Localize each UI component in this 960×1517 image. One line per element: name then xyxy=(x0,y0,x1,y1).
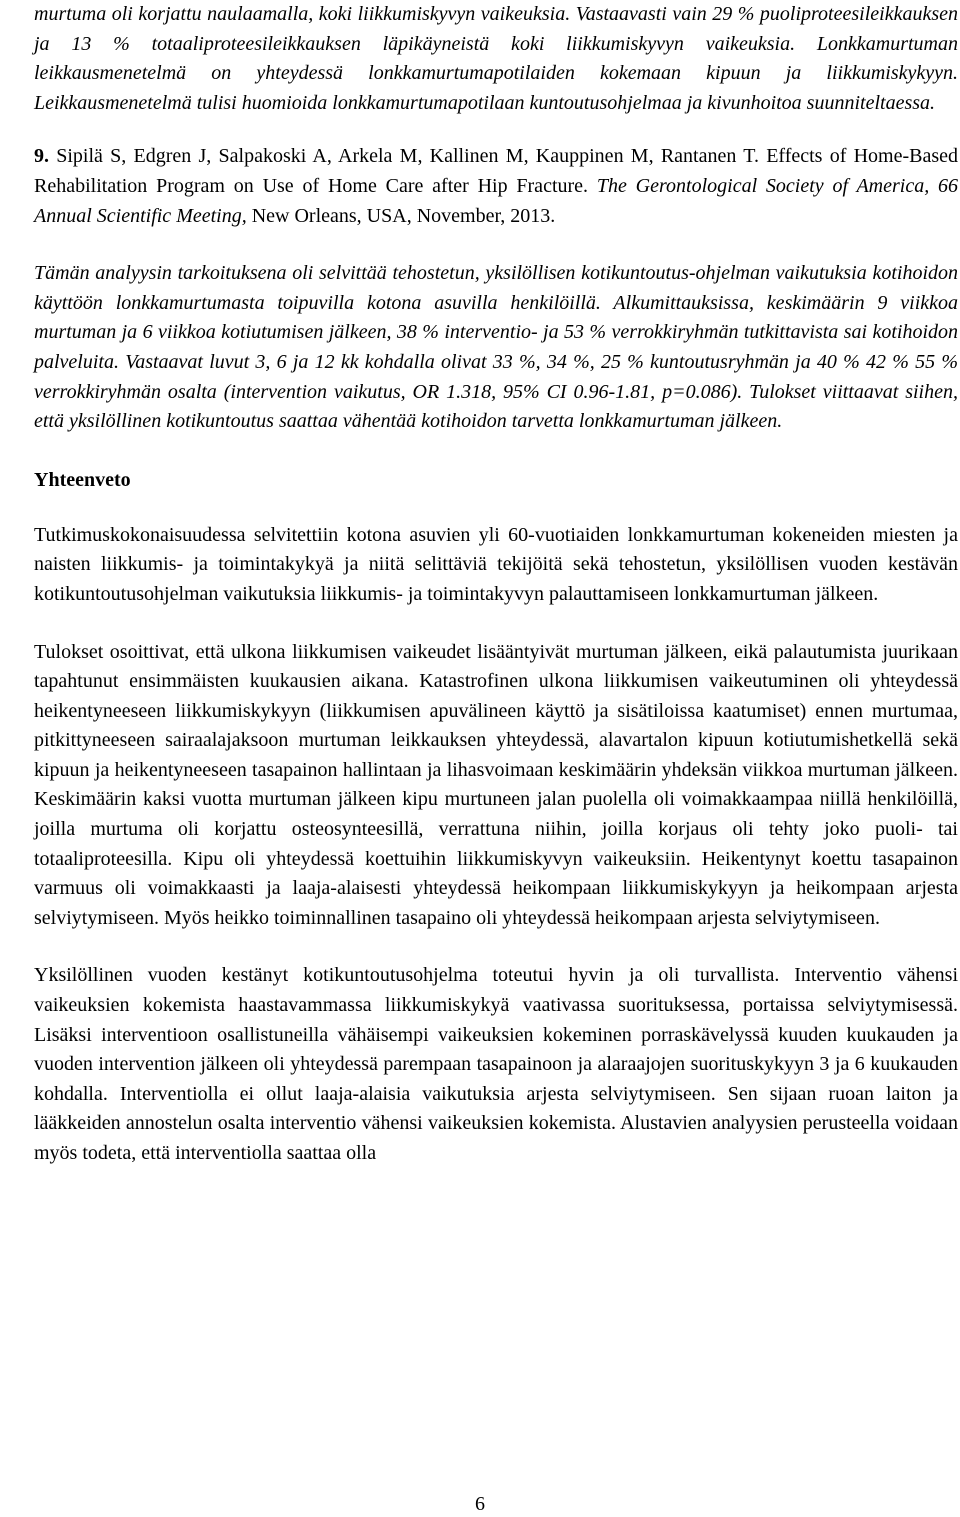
reference-entry xyxy=(34,142,958,231)
reference-place-date: New Orleans, USA, November, 2013. xyxy=(251,204,556,227)
abstract-part-2: Tulokset viittaavat siihen, että yksilöllinen kotikuntoutus saattaa vähentää kotihoidon tarvetta lonkkamurtuman jälkeen. xyxy=(34,380,958,433)
reference-authors-title: Sipilä S, Edgren J, Salpakoski A, Arkela M, Kallinen M, Kauppinen M, Rantanen T. Effects of Home-Based Rehabilitation Program on Use of Home Care after Hip Fracture. xyxy=(34,145,959,197)
document-page xyxy=(34,0,958,1169)
abstract-paragraph xyxy=(34,259,958,437)
abstract-part-1: Tämän analyysin tarkoituksena oli selvittää tehostetun, yksilöllisen kotikuntoutus-ohjelman vaikutuksia kotihoidon käyttöön lonkkamurtumasta toipuvilla kotona asuvilla henkilöillä. Alkumittauksissa, keskimäärin 9 viikkoa murtuman ja 6 viikkoa kotiutumisen jälkeen, 38 % interventio- ja 53 % verrokkiryhmän tutkittavista sai kotihoidon palveluita. Vastaavat luvut 3, 6 ja 12 kk kohdalla olivat 33 %, 34 %, 25 % kuntoutusryhmän ja 40 % 42 % 55 % verrokkiryhmän osalta (intervention vaikutus, OR 1.318, 95% CI 0.96-1.81, p=0.086). xyxy=(34,262,958,403)
summary-paragraph-1: Tutkimuskokonaisuudessa selvitettiin kotona asuvien yli 60-vuotiaiden lonkkamurtuman kokeneiden miesten ja naisten liikkumis- ja toimintakykyä ja niitä selittäviä tekijöitä sekä tehostetun, yksilöllisen vuoden kestävän kotikuntoutusohjelman vaikutuksia liikkumis- ja toimintakyvyn palauttamiseen lonkkamurtuman jälkeen. xyxy=(34,523,958,605)
page-number: 6 xyxy=(475,1493,485,1515)
summary-paragraph-3: Yksilöllinen vuoden kestänyt kotikuntoutusohjelma toteutui hyvin ja oli turvallista. Interventio vähensi vaikeuksien kokemista haastavammassa liikkumiskykyä vaativassa suorituksessa, portaissa selviytymisessä. Lisäksi interventioon osallistuneilla vähäisempi vaikeuksien kokeminen porraskävelyssä kuuden kuukauden ja vuoden intervention jälkeen oli yhteydessä parempaan tasapainoon ja alaraajojen suorituskykyyn 3 ja 6 kuukauden kohdalla. Interventiolla ei ollut laaja-alaisia vaikutuksia arjesta selviytymiseen. Sen sijaan ruoan laiton ja lääkkeiden annostelun osalta interventio vähensi vaikeuksien kokemista. Alustavien analyysien perusteella voidaan myös todeta, että interventiolla saattaa olla xyxy=(34,964,958,1164)
reference-number: 9. xyxy=(34,145,49,168)
intro-paragraph: murtuma oli korjattu naulaamalla, koki liikkumiskyvyn vaikeuksia. Vastaavasti vain 29 % puoliproteesileikkauksen ja 13 % totaaliproteesileikkauksen läpikäyneistä koki liikkumiskyvyn vaikeuksia. Lonkkamurtuman leikkausmenetelmä on yhteydessä lonkkamurtumapotilaiden kokemaan kipuun ja liikkumiskykyyn. Leikkausmenetelmä tulisi huomioida lonkkamurtumapotilaan kuntoutusohjelmaa ja kivunhoitoa suunniteltaessa. xyxy=(34,3,958,114)
section-heading: Yhteenveto xyxy=(34,468,131,491)
reference-venue: The Gerontological Society of America, 66 Annual Scientific Meeting, xyxy=(34,174,959,227)
summary-paragraph-2: Tulokset osoittivat, että ulkona liikkumisen vaikeudet lisääntyivät murtuman jälkeen, eikä palautumista juurikaan tapahtunut ensimmäisten kuukausien aikana. Katastrofinen ulkona liikkumisen vaikeutuminen oli yhteydessä heikentyneeseen liikkumiskykyyn (liikkumisen apuvälineen käyttö ja sisätiloissa kaatumiset) ennen murtumaa, pitkittyneeseen sairaalajaksoon murtuman leikkauksen yhteydessä, alavartalon kipuun kotiutumishetkellä sekä kipuun ja heikentyneeseen tasapainon hallintaan ja lihasvoimaan keskimäärin yhdeksän viikkoa murtuman jälkeen. Keskimäärin kaksi vuotta murtuman jälkeen kipu murtuneen jalan puolella oli voimakkaampaa niillä henkilöillä, joilla murtuma oli korjattu osteosynteesillä, verrattuna niihin, joilla korjaus oli tehty joko puoli- tai totaaliproteesilla. Kipu oli yhteydessä koettuihin liikkumiskyvyn vaikeuksiin. Heikentynyt koettu tasapainon varmuus oli voimakkaasti ja laaja-alaisesti yhteydessä heikompaan liikkumiskykyyn ja heikompaan arjesta selviytymiseen. Myös heikko toiminnallinen tasapaino oli yhteydessä heikompaan arjesta selviytymiseen. xyxy=(34,640,958,929)
